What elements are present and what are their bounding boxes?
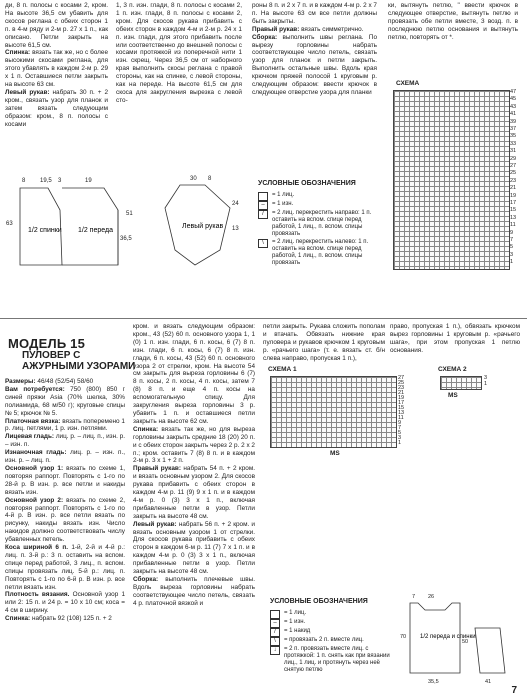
legend-text: = 1 лиц. [284,610,307,616]
dimension-label: 50 [462,639,469,645]
schema2-grid [440,376,482,390]
text: лиц. р. – лиц. п., изн. р. – изн. п. [5,433,126,449]
text: ди, 8 п. полосы с косами 2, кром. На высоте 36,5 см убавить для скосов реглана с обеих сторон 1 п. в 4-м ряду и 2-м р. 27 х 1 п., как описано. Петли закрыть на высоте 61,5 см. [5,2,108,49]
row-number: 41 [510,111,517,118]
row-number: 17 [398,400,405,406]
text: петли закрыть. Рукава сложить пополам и втачать. Обвязать нижние края пуловера и рукавов крючком 1 круговым р. «рачьего шага» (т. е. вязать ст. б/н слева направо, пропуская 1 п.), [263,323,385,362]
paragraph [133,323,255,426]
label: Левый рукав: [5,88,50,96]
section-divider [0,318,527,319]
label: Коса шириной 6 п. [5,544,68,552]
row-number: 35 [510,133,517,140]
legend-text: = 1 лиц. [272,192,295,198]
paragraph [5,591,125,615]
schema-title: СХЕМА [396,80,420,87]
page-number: 7 [511,685,517,696]
row-number: 13 [398,410,405,416]
text: лиц. р. – изн. п., изн. р. – лиц. п. [5,449,125,465]
schema-grid [393,90,510,270]
text: выполнить швы реглана. По вырезу горловины набрать соответствующее число петель, связать узор для планок и петли закрыть. Выполнить остальные швы. Вдоль края крючком пряжей полосой 1 круговым р. следующим образом: ввести крючок в следующее отверстие узора для планки [252,33,377,96]
paragraph [5,433,125,449]
label: Размеры: [5,378,36,385]
dimension-label: 19,5 [40,178,52,184]
top-text-col1 [5,2,108,129]
label: Левый рукав: [133,520,177,528]
row-number: 1 [398,440,402,446]
model-pattern-drawing [400,588,520,688]
dimension-label: 41 [485,679,492,685]
text: 1, 3 п. изн. глади, 8 п. полосы с косами 2, 1 п. изн. глади, 8 п. полосы с косами 2, кром. Для скосов рукава прибавить с обеих сторон в каждом 4-м и 2-м р. 24 х 1 п. изн. глади, для этого прибавить после или соответственно до внешней полосы с косами протяжкой из поперечной нити 1 изн. скрещ. Через 36,5 см от наборного края выполнить скосы реглана с правой стороны, как на спинке, с левой стороны, как на переде. На высоте 61,5 см для скоса для закругления вырезка с левой сто- [116,2,242,104]
text: набрать 54 п. + 2 кром. и вязать основным узором 2. Для скосов рукава прибавить с обеих сторон в каждом 4-м р. 11 (9) 9 х 1 п. и в каждом 4-м р. 0 (3) 3 х 1 п., включая прибавленные петли в узор. Петли закрыть на высоте 48 см. [133,465,256,520]
legend-item [258,210,383,238]
row-number: 27 [510,163,517,169]
row-number: 15 [510,207,517,214]
row-number: 31 [510,148,517,155]
row-number: 11 [510,222,516,229]
paragraph [5,89,108,129]
paragraph [5,615,125,623]
text: вязать так же, но для выреза горловины закрыть средние 18 (20) 20 п. и с обеих сторон закрыть через 2 р. 2 х 2 п.; кром. оставить 7 (8) 8 п. и в каждом 2-м р. 3 х 1 + 2 п. [133,425,255,465]
label: Сборка: [133,576,159,583]
row-number: 43 [510,103,517,110]
schema1-ms-label: MS [330,450,340,457]
legend-item [258,239,383,267]
row-number: 27 [398,375,405,381]
legend-symbol-icon: – [270,619,280,628]
top-text-col2 [116,2,242,105]
text: вязать по схеме 2, повторяя раппорт. Повторять с 1-го по 4-й р. В изн. р. все петли вязать по рисунку, накиды вязать изн. Число накидов должно соответствовать числу убавленных петель. [5,496,125,544]
row-number: 29 [510,155,517,162]
paragraph [5,544,125,591]
legend-symbol-icon: / [258,210,268,219]
legend-item [270,637,395,646]
legend-item [270,619,395,628]
row-number: 7 [398,425,402,431]
row-number: 3 [398,435,402,441]
text: 1-й, 2-й и 4-й р.: лиц. п. 3-й р.: 3 п. оставить на вспом. спице перед работой, 3 лиц., п. вспом. спицы провязать лиц. 5-й р.: лиц. п. Повторять с 1-го по 6-й р. В изн. р. все петли вязать изн. [5,544,126,591]
label: Изнаночная гладь: [5,449,67,457]
row-number: 19 [510,192,517,199]
paragraph [390,323,520,355]
label: Основной узор 1: [5,464,64,472]
paragraph [5,465,125,497]
paragraph [5,49,108,89]
paragraph [5,497,125,544]
model-text-col3 [263,323,385,363]
paragraph [133,576,255,608]
row-number: 23 [398,385,405,391]
text: набрать 92 (108) 125 п. + 2 [31,615,112,623]
dimension-label: 30 [190,176,197,182]
row-number: 25 [510,170,517,177]
legend-title: УСЛОВНЫЕ ОБОЗНАЧЕНИЯ [258,180,356,187]
text: выполнить плечевые швы. Вдоль выреза горловины набрать соответствующее число петель, связать 4 р. платочной вязкой и [133,576,255,607]
row-number: 15 [398,405,405,411]
legend-item [258,201,383,210]
legend-item [270,646,395,674]
legend-text: = 2 лиц. перекрестить налево: 1 п. оставить на вспом. спице перед работой, 1 лиц., п. вспом. спицы провязать [272,238,369,266]
model-subtitle: ПУЛОВЕР С АЖУРНЫМИ УЗОРАМИ [22,350,136,372]
text: вязать по схеме 1, повторяя раппорт. Повторять с 1-го по 28-й р. В изн. р. все петли и накиды вязать изн. [5,464,125,496]
paragraph [252,34,377,97]
label: Платочная вязка: [5,417,61,425]
paragraph [5,386,125,418]
text: 750 (800) 850 г синей пряжи Asia (70% шелка, 30% полиамида, 68 м/50 г); круговые спицы № 5; крючок № 5. [5,385,126,417]
text: 46/48 (52/54) 58/60 [37,378,94,385]
row-number: 5 [398,430,402,436]
legend-symbol-icon: / [270,628,280,637]
text: вязать так же, но с более высокими скосами реглана, для этого убавлять в каждом 2-м р. 29 х 1 п. Оставшиеся петли закрыть на высоте 63 см. [5,49,109,89]
label: Спинка: [133,425,159,433]
row-number: 13 [510,214,517,221]
sleeve-label: Левый рукав [182,223,224,230]
text: кром. и вязать следующим образом: кром., 43 (52) 60 п. основного узора 1, 1 (0) 1 п. изн. глади, 6 п. косы, 6 (7) 8 п. изн. глади, 6 п. косы, 6 (7) 8 п. изн. глади, 6 п. косы, 43 (52) 60 п. основного узора 2 от стрелки, кром. На высоте 54 см закрыть для выреза горловины 6 (7) 8 п. косы, 2 п. косы, 4 п. косы, затем 7 (8) 8 п. и еще 4 п. косы на вспомогательную спицу. Для закругления выреза горловины 3 р. убавить 1 п. и оставшиеся петли закрыть на высоте 62 см. [133,323,255,425]
dimension-label: 63 [6,221,13,227]
label: Сборка: [252,33,278,41]
label: Вам потребуется: [5,385,65,393]
text: право, пропуская 1 п.), обвязать крючком вырез горловины 1 круговым р. «рачьего шага», при этом пропуская 1 петлю основания. [390,323,520,354]
row-number: 9 [398,420,402,426]
dimension-label: 7 [412,594,416,600]
legend-text: = 2 лиц. перекрестить направо: 1 п. оставить на вспом. спице перед работой, 1 лиц., п. вспом. спицы провязать [272,210,372,237]
paragraph [116,2,242,105]
legend-text: = 1 изн. [284,619,306,625]
dimension-label: 8 [22,178,26,184]
text: набрать 30 п. + 2 кром., связать узор для планок и затем вязать следующим образом: кром., 8 п. полосы с косами [5,88,109,128]
row-number: 23 [510,177,517,184]
text: вязать поперемено 1 р. лиц. петлями, 1 р. изн. петлями. [5,417,125,433]
row-number: 7 [510,237,514,243]
text: набрать 56 п. + 2 кром. и вязать основным узором 1 от стрелки. Для скосов рукава прибавить с обеих сторон в каждом 6-м р. 11 (7) 7 х 1 п. и в каждом 4-м р. 0 (3) 3 х 1 п., включая прибавленные петли в узор. Петли закрыть на высоте 48 см. [133,520,255,576]
row-number: 5 [510,244,514,251]
paragraph [5,378,125,386]
dimension-label: 51 [126,211,133,217]
legend-symbol-icon: \ [258,239,268,248]
label: Правый рукав: [252,25,300,33]
front-label: 1/2 переда [78,227,113,234]
dimension-label: 70 [400,634,407,640]
pattern-label: 1/2 переда и спинки [420,634,476,640]
legend-text: = провязать 2 п. вместе лиц. [284,637,364,643]
paragraph [5,449,125,465]
paragraph [5,2,108,49]
dimension-label: 8 [208,176,212,182]
legend-title: УСЛОВНЫЕ ОБОЗНАЧЕНИЯ [270,598,368,605]
back-label: 1/2 спинки [28,227,62,234]
schema1-title: СХЕМА 1 [268,366,297,373]
dimension-label: 35,5 [428,679,439,685]
top-text-col3 [252,2,377,97]
row-number: 9 [510,229,514,236]
text: ки, вытянуть петлю, " ввести крючок в следующее отверстие, вытянуть петлю и провязать обе петли вместе, 3 возд. п. в последнюю петлю основания и вытянуть петлю, повторять от *. [388,2,518,41]
row-number: 21 [510,185,517,192]
row-number: 1 [510,259,514,266]
row-number: 19 [398,395,405,401]
schema2-ms-label: MS [448,392,458,399]
paragraph [263,323,385,363]
row-number: 33 [510,140,517,147]
dimension-label: 19 [85,178,92,184]
legend-symbol-icon [270,610,280,619]
top-text-col4 [388,2,518,42]
label: Спинка: [5,49,31,57]
paragraph [133,426,255,466]
row-number: 37 [510,126,517,132]
legend-text: = 1 изн. [272,201,294,207]
row-number: 17 [510,200,517,206]
schema2-title: СХЕМА 2 [438,366,467,373]
legend-item [270,610,395,619]
model-text-col1 [5,378,125,623]
text: вязать симметрично. [301,25,364,33]
row-number: 47 [510,89,517,95]
dimension-label: 36,5 [120,236,132,242]
model-title: МОДЕЛЬ 15 [8,336,86,351]
text: роны 8 п. и 2 х 7 п. и в каждом 4-м р. 2 х 7 п. На высоте 63 см все петли должны быть закрыты. [252,2,377,25]
paragraph [388,2,518,42]
model-text-col2 [133,323,255,608]
label: Спинка: [5,615,31,623]
schema1-grid [270,376,397,448]
label: Основной узор 2: [5,496,64,504]
dimension-label: 13 [232,226,239,232]
paragraph [5,418,125,434]
paragraph [252,2,377,26]
text: Основной узор 1 или 2: 15 п. и 24 р. = 10 х 10 см; коса = 4 см в ширину. [5,591,125,615]
dimension-label: 3 [58,178,62,184]
label: Плотность вязания. [5,591,70,599]
row-number: 1 [484,381,488,387]
paragraph [133,521,255,576]
row-number: 21 [398,390,405,396]
legend-symbol-icon [258,192,268,201]
label: Правый рукав: [133,465,181,473]
row-number: 45 [510,96,517,103]
dimension-label: 26 [428,594,435,600]
legend-item [270,628,395,637]
row-number: 3 [510,251,514,258]
legend-symbol-icon: \ [270,637,280,646]
legend-item [258,192,383,201]
row-number: 39 [510,118,517,125]
row-number: 25 [398,380,405,386]
legend-text: = 1 накид [284,628,311,634]
label: Лицевая гладь: [5,433,55,441]
dimension-label: 24 [232,201,239,207]
legend-symbol-icon: – [258,201,268,210]
paragraph [133,465,255,520]
row-number: 3 [484,375,488,381]
row-number: 11 [398,415,404,421]
legend-symbol-icon: ↓ [270,646,280,655]
top-pattern-drawings [0,170,250,270]
paragraph [252,26,377,34]
legend-text: = 2 п. провязать вместе лиц. с протяжкой: 1 п. снять как при вязании лиц., 1 лиц. и протянуть через неё снятую петлю [284,646,390,673]
model-text-col4 [390,323,520,355]
